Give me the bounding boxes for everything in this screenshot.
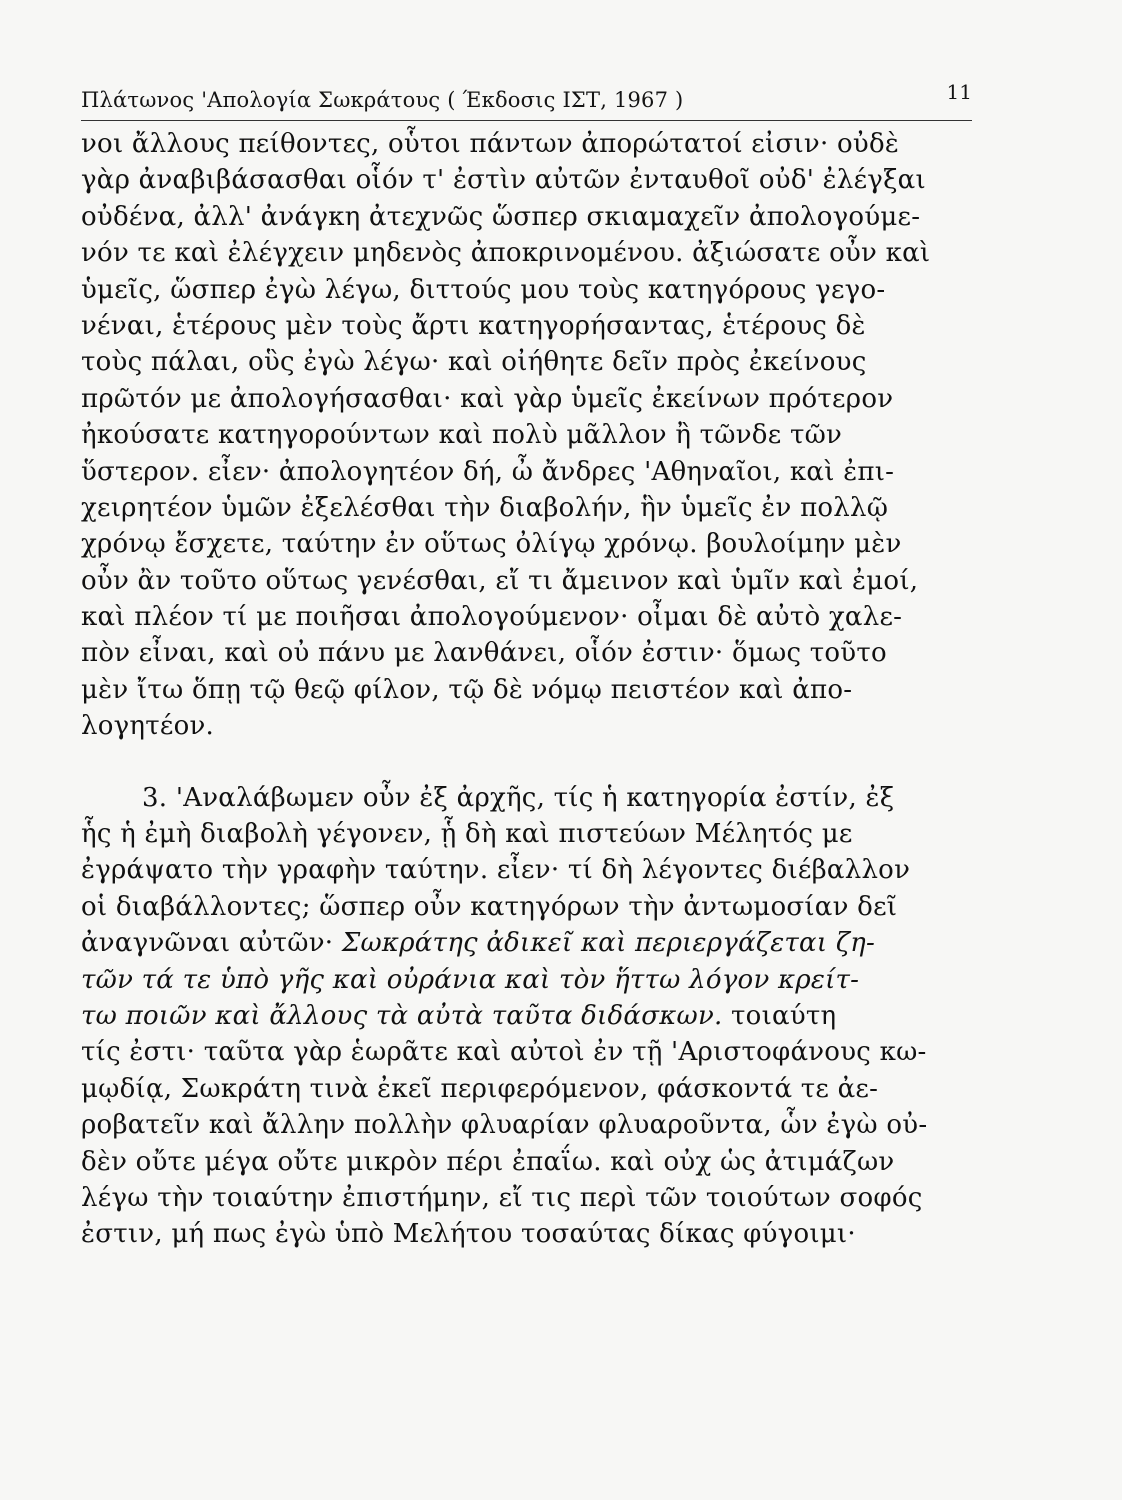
text-line-12: χρόνῳ ἔσχετε, ταύτην ἐν οὕτως ὀλίγῳ χρόνῳ. βουλοίμην μὲν xyxy=(81,529,902,560)
indictment-italic-line-1: Σωκράτης ἀδικεῖ καὶ περιεργάζεται ζη- xyxy=(341,928,876,959)
section-3-line-10: ροβατεῖν καὶ ἄλλην πολλὴν φλυαρίαν φλυαροῦντα, ὧν ἐγὼ οὐ- xyxy=(81,1110,928,1141)
text-line-3: οὐδένα, ἀλλ' ἀνάγκη ἀτεχνῶς ὥσπερ σκιαμαχεῖν ἀπολογούμε- xyxy=(81,201,921,232)
text-line-9: ἠκούσατε κατηγορούντων καὶ πολὺ μᾶλλον ἢ τῶνδε τῶν xyxy=(81,420,843,451)
text-line-14: καὶ πλέον τί με ποιῆσαι ἀπολογούμενον· οἶμαι δὲ αὐτὸ χαλε- xyxy=(81,602,903,633)
section-3-line-11: δὲν οὔτε μέγα οὔτε μικρὸν πέρι ἐπαΐω. καὶ οὐχ ὡς ἀτιμάζων xyxy=(81,1146,895,1177)
section-3-line-3: ἐγράψατο τὴν γραφὴν ταύτην. εἶεν· τί δὴ λέγοντες διέβαλλον xyxy=(81,855,911,886)
section-3-line-4: οἱ διαβάλλοντες; ὥσπερ οὖν κατηγόρων τὴν ἀντωμοσίαν δεῖ xyxy=(81,891,898,922)
section-3-line-7-tail: τοιαύτη xyxy=(722,1000,837,1031)
running-header xyxy=(81,80,972,120)
indictment-italic-line-2: τῶν τά τε ὑπὸ γῆς καὶ οὐράνια καὶ τὸν ἥττω λόγον κρείτ- xyxy=(81,964,860,995)
text-line-11: χειρητέον ὑμῶν ἐξελέσθαι τὴν διαβολήν, ἣν ὑμεῖς ἐν πολλῷ xyxy=(81,492,889,523)
header-rule xyxy=(81,120,972,121)
text-line-6: νέναι, ἑτέρους μὲν τοὺς ἄρτι κατηγορήσαντας, ἑτέρους δὲ xyxy=(81,310,866,341)
section-3-line-5 xyxy=(81,925,972,961)
text-line-2: γὰρ ἀναβιβάσασθαι οἷόν τ' ἐστὶν αὐτῶν ἐνταυθοῖ οὐδ' ἐλέγξαι xyxy=(81,165,926,196)
text-line-16: μὲν ἴτω ὅπῃ τῷ θεῷ φίλον, τῷ δὲ νόμῳ πειστέον καὶ ἀπο- xyxy=(81,674,853,705)
section-gap xyxy=(81,745,972,780)
section-3-line-12: λέγω τὴν τοιαύτην ἐπιστήμην, εἴ τις περὶ τῶν τοιούτων σοφός xyxy=(81,1182,923,1213)
section-3-line-2: ἧς ἡ ἐμὴ διαβολὴ γέγονεν, ᾗ δὴ καὶ πιστεύων Μέλητός με xyxy=(81,819,853,850)
indictment-italic-line-3: τω ποιῶν καὶ ἄλλους τὰ αὐτὰ ταῦτα διδάσκων. xyxy=(81,1000,723,1031)
text-line-7: τοὺς πάλαι, οὓς ἐγὼ λέγω· καὶ οἰήθητε δεῖν πρὸς ἐκείνους xyxy=(81,347,867,378)
text-line-13: οὖν ἂν τοῦτο οὕτως γενέσθαι, εἴ τι ἄμεινον καὶ ὑμῖν καὶ ἐμοί, xyxy=(81,565,919,596)
text-line-1: νοι ἄλλους πείθοντες, οὗτοι πάντων ἀπορώτατοί εἰσιν· οὐδὲ xyxy=(81,129,900,159)
text-line-17: λογητέον. xyxy=(81,711,215,742)
text-line-5: ὑμεῖς, ὥσπερ ἐγὼ λέγω, διττούς μου τοὺς κατηγόρους γεγο- xyxy=(81,274,886,305)
page-number: 11 xyxy=(946,80,972,104)
header-title: Πλάτωνος 'Απολογία Σωκράτους ( Έκδοσις ΙΣΤ, 1967 ) xyxy=(81,88,684,112)
section-3-line-7 xyxy=(81,998,972,1034)
text-line-8: πρῶτόν με ἀπολογήσασθαι· καὶ γὰρ ὑμεῖς ἐκείνων πρότερον xyxy=(81,383,894,414)
section-3-line-13: ἐστιν, μή πως ἐγὼ ὑπὸ Μελήτου τοσαύτας δίκας φύγοιμι· xyxy=(81,1219,856,1250)
section-3-line-5-text: ἀναγνῶναι αὐτῶν· xyxy=(81,928,334,959)
main-text xyxy=(81,126,972,1253)
text-line-10: ὕστερον. εἶεν· ἀπολογητέον δή, ὦ ἄνδρες 'Αθηναῖοι, καὶ ἐπι- xyxy=(81,456,895,487)
text-line-15: πὸν εἶναι, καὶ οὐ πάνυ με λανθάνει, οἷόν ἐστιν· ὅμως τοῦτο xyxy=(81,638,887,669)
text-line-4: νόν τε καὶ ἐλέγχειν μηδενὸς ἀποκρινομένου. ἀξιώσατε οὖν καὶ xyxy=(81,238,931,269)
section-3-line-1: 3. 'Αναλάβωμεν οὖν ἐξ ἀρχῆς, τίς ἡ κατηγορία ἐστίν, ἐξ xyxy=(142,782,895,813)
section-3-line-8: τίς ἐστι· ταῦτα γὰρ ἑωρᾶτε καὶ αὐτοὶ ἐν τῇ 'Αριστοφάνους κω- xyxy=(81,1037,927,1068)
section-3-line-9: μῳδίᾳ, Σωκράτη τινὰ ἐκεῖ περιφερόμενον, φάσκοντά τε ἀε- xyxy=(81,1073,879,1104)
section-3-line-6 xyxy=(81,962,972,998)
